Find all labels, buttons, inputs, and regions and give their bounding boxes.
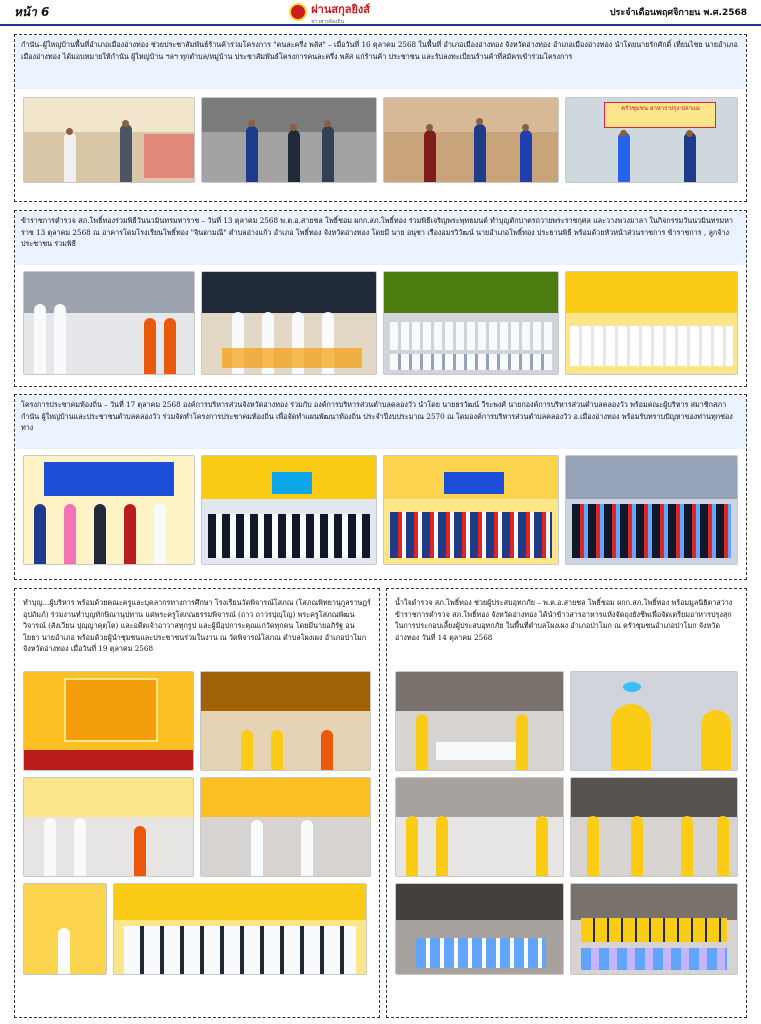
news-photo [23, 97, 195, 183]
news-caption-5: น้ำใจตำรวจ สภ.โพธิ์ทอง ช่วยผู้ประสบอุทกภัย – พ.ต.อ.สายชล โพธิ์ชอม ผกก.สภ.โพธิ์ทอง พร้อมมูลนิธิตาสว่าง ข้าราชการตำรวจ สภ.โพธิ์ทอง จังหวัดอ่างทอง ได้นำข้าวสารอาหารแห้งจัดถุงยังชีพเพื่อจัดเตรียมอาหารปรุงสุก ในการประกอบเลี้ยงผู้ประสบอุทกภัย ในพื้นที่ตำบลโผงเผง อำเภอป่าโมก ณ ครัวชุมชนอำเภอป่าโมก จังหวัดอ่างทอง วันที่ 14 ตุลาคม 2568 [395, 598, 733, 642]
logo-emblem-icon [289, 3, 307, 21]
news-photo [565, 97, 738, 183]
news-photo [201, 97, 377, 183]
news-photo [383, 455, 559, 565]
news-caption-1: กำนัน–ผู้ใหญ่บ้านพื้นที่อำเภอเมืองอ่างทอง ช่วยประชาสัมพันธ์ร้านค้าร่วมโครงการ "คนละครึ่ง พลัส" – เมื่อวันที่ 16 ตุลาคม 2568 ในพื้นที่ อำเภอเมืองอ่างทอง จังหวัดอ่างทอง อำเภอเมืองอ่างทอง นำโดยนายรักศักดิ์ เที่ยนไชย นายอำเภอเมืองอ่างทอง ได้มอบหมายให้กำนัน ผู้ใหญ่บ้าน ฯลฯ ทุกตำบล/หมู่บ้าน ประชาสัมพันธ์โครงการคนละครึ่ง พลัส แก่ร้านค้า ประชาชน และรับลงทะเบียนร้านค้าที่สมัครเข้าร่วมโครงการ [21, 40, 738, 61]
news-photo [383, 271, 559, 375]
news-caption-3: โครงการประชาคมท้องถิ่น – วันที่ 17 ตุลาคม 2568 องค์การบริหารส่วนจังหวัดอ่างทอง ร่วมกับ องค์การบริหารส่วนตำบลคลองวัว นำโดย นายธรวัฒน์ วีระพงศ์ นายกองค์การบริหารส่วนตำบลคลองวัว พร้อมคณะผู้บริหาร สมาชิกสภา กำนัน ผู้ใหญ่บ้านและประชาชนตำบลคลองวัว ร่วมจัดทำโครงการประชาคมท้องถิ่น เพื่อจัดทำแผนพัฒนาท้องถิ่น ประจำปีงบประมาณ 2570 ณ โดมองค์การบริหารส่วนตำบลคลองวัว อ.เมืองอ่างทอง พร้อมรับทราบปัญหาของท่านทุกช่องทาง [21, 400, 733, 432]
logo-title: ผ่านสกุลยิงส์ [311, 3, 371, 16]
news-section-2 [14, 210, 747, 387]
news-photo [23, 455, 195, 565]
photo-row [23, 777, 371, 877]
photo-row [23, 671, 371, 771]
news-section-4 [14, 588, 380, 1018]
photo-row [395, 777, 738, 877]
news-photo [395, 777, 564, 877]
news-photo [565, 455, 738, 565]
photo-row [395, 671, 738, 771]
news-section-1 [14, 34, 747, 202]
photo-row [23, 455, 738, 565]
news-photo [23, 671, 194, 771]
news-photo [570, 777, 739, 877]
page-number: หน้า 6 [14, 4, 50, 19]
news-photo [23, 271, 195, 375]
news-photo [23, 883, 107, 975]
news-photo [383, 97, 559, 183]
news-photo [113, 883, 367, 975]
shop-sign: ครัวชุมชน อาหาร·ปรุง·ปลาแม่ [604, 102, 716, 128]
news-photo [565, 271, 738, 375]
photo-row [395, 883, 738, 975]
news-caption-2: ข้าราชการตำรวจ สภ.โพธิ์ทองร่วมพิธีวันนวมินทรมหาราช – วันที่ 13 ตุลาคม 2568 พ.ต.อ.สายชล โพธิ์ชอม ผกก.สภ.โพธิ์ทอง ร่วมพิธีเจริญพระพุทธมนต์ ทำบุญตักบาตรถวายพระราชกุศล และวางพวงมาลา ในกิจกรรมวันนวมินทรมหาราช 13 ตุลาคม 2568 ณ อาคารโดมโรงเรียนโพธิ์ทอง "จินดามณี" ตำบลอ่างแก้ว อำเภอ โพธิ์ทอง จังหวัดอ่างทอง โดยมี นาย อนุชา เรืองอมรวิวัฒน์ นายอำเภอโพธิ์ทอง ประธานพิธี พร้อมด้วยหัวหน้าส่วนราชการ ข้าราชการ , ลูกจ้าง ประชาชน ร่วมพิธี [21, 216, 733, 248]
page-header [0, 0, 761, 26]
news-photo [395, 883, 564, 975]
news-photo [570, 883, 739, 975]
news-section-5 [386, 588, 747, 1018]
newspaper-logo [289, 0, 370, 26]
issue-date: ประจำเดือนพฤศจิกายน พ.ศ.2568 [609, 8, 747, 18]
news-photo [395, 671, 564, 771]
news-photo [570, 671, 739, 771]
news-section-3 [14, 394, 747, 580]
news-photo [201, 455, 377, 565]
news-photo [201, 271, 377, 375]
caption-block [15, 211, 746, 265]
photo-row [23, 97, 738, 183]
news-photo [200, 671, 371, 771]
news-caption-4: ทำบุญ...ผู้บริหาร พร้อมด้วยคณะครูและบุคลากรทางการศึกษา โรงเรียนวัดพิจารณ์โสภณ (โสภณพิทยานุกูลราษฎร์อุปถัมภ์) ร่วมงานทำบุญทักษิณานุปทาน แด่พระครูโสภณธรรมพิจารณ์ (ถาว ถาวรปุญฺโญ) พระครูโสภณพัฒนวิจารณ์ (สังเวียน ปุญฺญาคุตฺโต) และอดีตเจ้าอาวาสทุกรูป และผู้มีอุปการะคุณแก่วัดทุกคน โดยมีนายอภิรัฐ อนโยธา นายอำเภอ พร้อมด้วยผู้นำชุมชนและประชาชนร่วมในงาน ณ วัดพิจารณ์โสภณ ตำบลโผงเผง อำเภอป่าโมก จังหวัดอ่างทอง เมื่อวันที่ 19 ตุลาคม 2568 [23, 598, 371, 653]
caption-block [15, 35, 746, 89]
photo-row [23, 883, 371, 975]
logo-subtitle: ข่าวสารท้องถิ่น [311, 19, 344, 25]
photo-row [23, 271, 738, 375]
news-photo [200, 777, 371, 877]
caption-block [15, 395, 746, 449]
news-photo [23, 777, 194, 877]
